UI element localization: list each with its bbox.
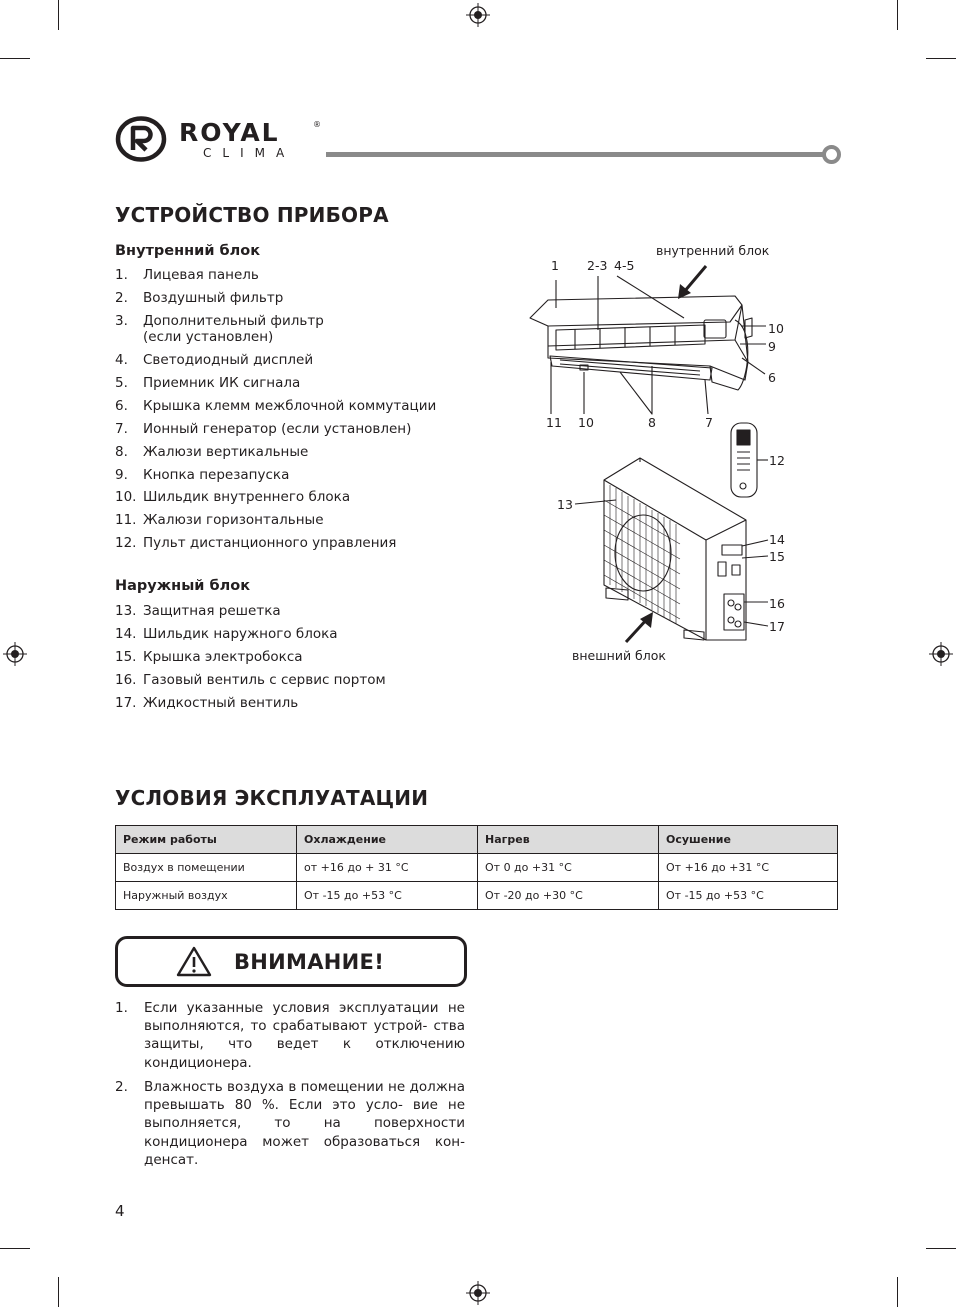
callout-label: 10: [768, 321, 784, 336]
table-header-cell: Охлаждение: [297, 826, 478, 854]
table-cell: Воздух в помещении: [116, 854, 297, 882]
crop-mark: [926, 1248, 956, 1249]
table-row: [116, 882, 838, 910]
warning-triangle-icon: [176, 945, 212, 977]
outdoor-unit-heading: Наружный блок: [115, 578, 251, 594]
callout-label: 15: [769, 549, 785, 564]
crop-mark: [58, 1277, 59, 1307]
table-cell: от +16 до + 31 °C: [297, 854, 478, 882]
callout-label: 14: [769, 532, 785, 547]
outdoor-parts-list: 13. Защитная решетка 14. Шильдик наружного блока 15. Крышка электробокса 16. Газовый вентиль с сервис портом 17. Жидкостный вентиль: [115, 603, 386, 711]
note-number: 1.: [115, 1000, 128, 1016]
callout-label: 12: [769, 453, 785, 468]
warning-note: [115, 999, 465, 1072]
note-text: Влажность воздуха в помещении не должна превышать 80 %. Если это усло- вие не выполняется, то на поверхности кондиционера может образоваться кон- денсат.: [144, 1079, 465, 1168]
callout-label: 16: [769, 596, 785, 611]
crop-mark: [897, 1277, 898, 1307]
indoor-parts-list: 1. Лицевая панель 2. Воздушный фильтр 3. Дополнительный фильтр (если установлен) 4. Светодиодный дисплей 5. Приемник ИК сигнала 6. Крышка клемм межблочной коммутации 7. Ионный генератор (если установлен) 8. Жалюзи вертикальные 9. Кнопка перезапуска 10. Шильдик внутреннего блока 11. Жалюзи горизонтальные 12. Пульт дистанционного управления: [115, 267, 437, 551]
crop-mark: [0, 1248, 30, 1249]
callout-label: 2-3: [587, 258, 608, 273]
callout-label: 7: [705, 415, 713, 430]
section-title-operating-conditions: УСЛОВИЯ ЭКСПЛУАТАЦИИ: [115, 786, 429, 810]
table-cell: От -15 до +53 °C: [659, 882, 838, 910]
crop-mark: [897, 0, 898, 30]
table-cell: От +16 до +31 °C: [659, 854, 838, 882]
air-conditioner-diagram: [520, 240, 800, 670]
brand-logo: [115, 116, 325, 162]
table-header-cell: Нагрев: [478, 826, 659, 854]
registration-mark-icon: [929, 642, 953, 666]
outdoor-unit-caption: внешний блок: [572, 648, 666, 663]
warning-banner: [115, 936, 467, 987]
registration-mark-icon: [3, 642, 27, 666]
table-header-row: [116, 826, 838, 854]
note-number: 2.: [115, 1079, 128, 1095]
callout-label: 4-5: [614, 258, 635, 273]
callout-label: 17: [769, 619, 785, 634]
crop-mark: [926, 58, 956, 59]
callout-label: 8: [648, 415, 656, 430]
crop-mark: [58, 0, 59, 30]
callout-label: 1: [551, 258, 559, 273]
brand-subname: CLIMA: [203, 146, 296, 160]
table-header-cell: Осушение: [659, 826, 838, 854]
callout-label: 11: [546, 415, 562, 430]
table-header-cell: Режим работы: [116, 826, 297, 854]
indoor-unit-caption: внутренний блок: [656, 243, 770, 258]
note-text: Если указанные условия эксплуатации не выполняются, то срабатывают устрой- ства защиты, что ведет к отключению кондиционера.: [144, 1000, 465, 1071]
table-cell: От -15 до +53 °C: [297, 882, 478, 910]
warning-title: ВНИМАНИЕ!: [234, 950, 385, 974]
registration-mark-icon: [466, 1281, 490, 1305]
brand-name: ROYAL: [179, 118, 280, 147]
air-conditioner-drawing: [520, 240, 800, 670]
warning-note: [115, 1078, 465, 1169]
table-cell: От 0 до +31 °C: [478, 854, 659, 882]
brand-r-icon: [115, 116, 167, 162]
section-title-device: УСТРОЙСТВО ПРИБОРА: [115, 203, 389, 227]
table-cell: Наружный воздух: [116, 882, 297, 910]
crop-mark: [0, 58, 30, 59]
page-number: 4: [115, 1202, 125, 1220]
table-cell: От -20 до +30 °C: [478, 882, 659, 910]
header-rule: [326, 152, 828, 157]
operating-conditions-table: [115, 825, 838, 910]
header-rule-end-dot: [822, 145, 841, 164]
registration-mark-icon: [466, 3, 490, 27]
callout-label: 9: [768, 339, 776, 354]
indoor-unit-heading: Внутренний блок: [115, 243, 261, 259]
brand-registered-mark: ®: [313, 120, 321, 129]
table-row: [116, 854, 838, 882]
callout-label: 13: [557, 497, 573, 512]
callout-label: 10: [578, 415, 594, 430]
callout-label: 6: [768, 370, 776, 385]
